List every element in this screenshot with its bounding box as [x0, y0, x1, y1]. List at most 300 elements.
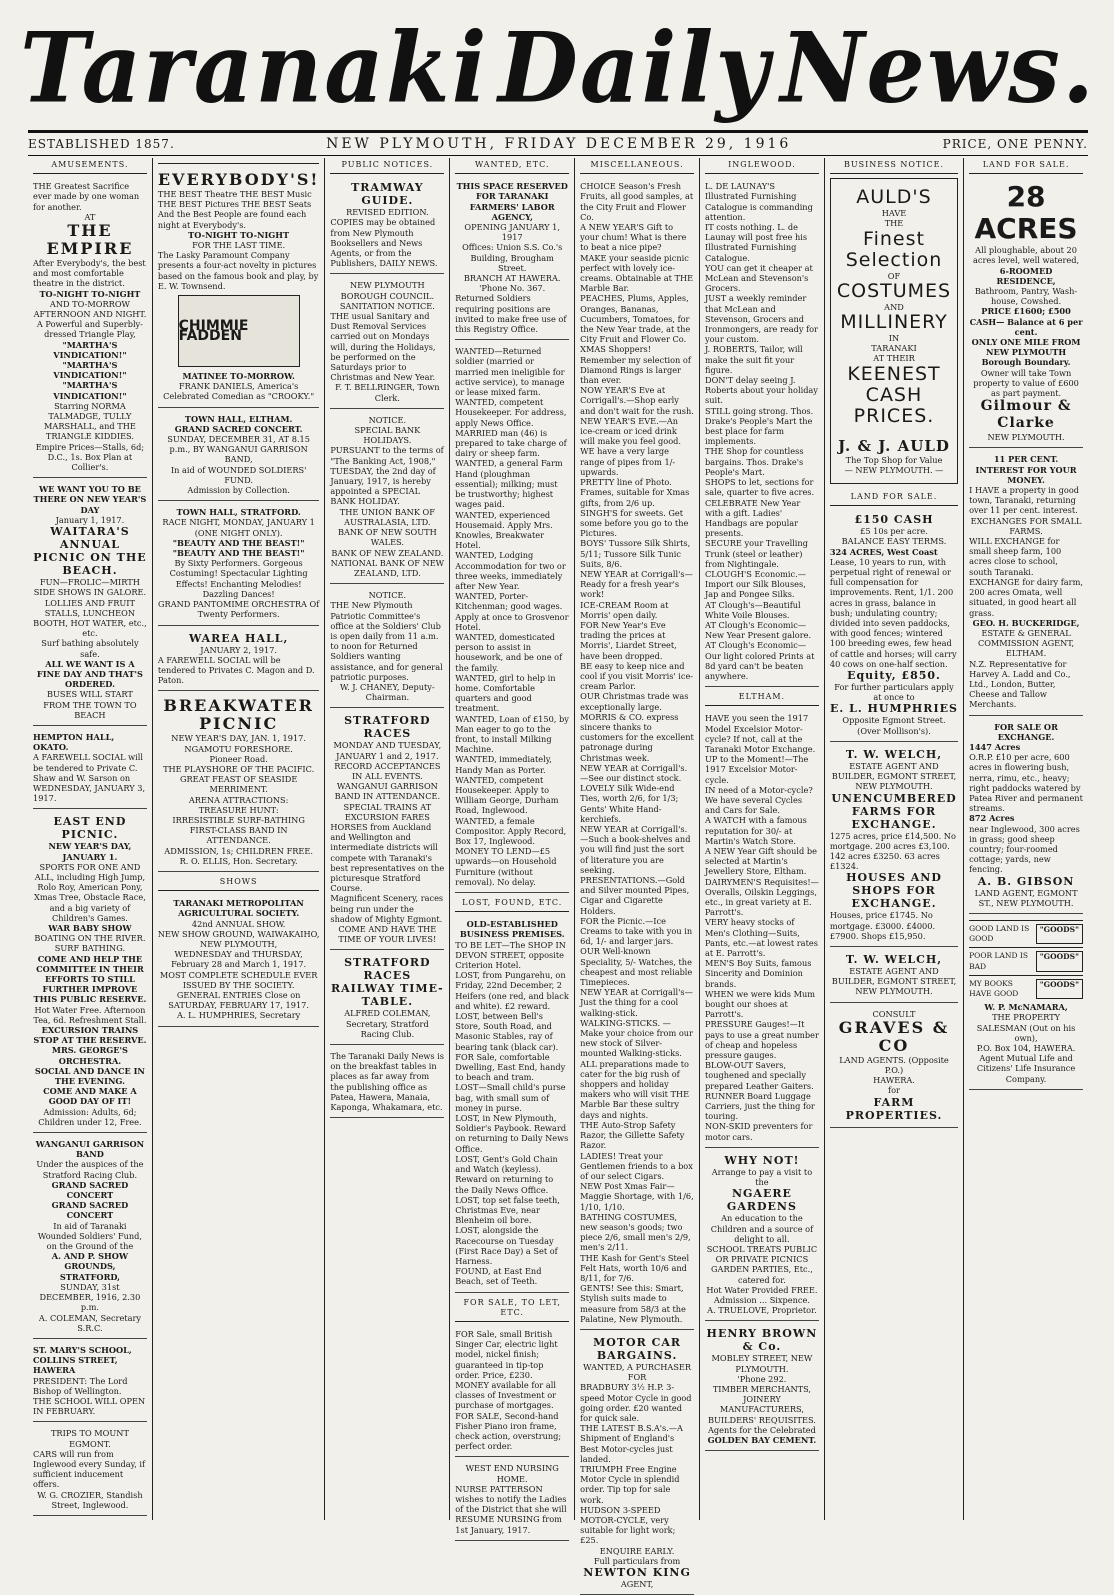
section-heading: LAND FOR SALE.: [830, 490, 958, 506]
headline: Gilmour & Clarke: [980, 398, 1072, 432]
text: near Inglewood, 300 acres in grass; good sheep country; four-roomed cottage; yards, new fencing.: [969, 823, 1080, 875]
section-heading: LOST, FOUND, ETC.: [455, 896, 569, 912]
text: GRAND SACRED CONCERT: [51, 1179, 129, 1201]
text: Lease, 10 years to run, with perpetual right of renewal or full compensation for improvements. Rent, 1/1. 200 acres in grass, balance in bush; undulating country; divided into seven paddocks, with good fences; wintered 100 breeding ewes, few head of cattle and horses; will carry 40 cows on one-half section.: [829, 556, 957, 669]
list-item: BLOW-OUT Savers, toughened and specially prepared Leather Gaiters.: [705, 1060, 814, 1091]
text: COPIES may be obtained from New Plymouth Booksellers and News Agents, or from the Publishers, DAILY NEWS.: [330, 217, 438, 269]
text: UNENCUMBERED FARMS FOR EXCHANGE.: [831, 791, 957, 831]
text: Surf bathing absolutely safe.: [41, 638, 139, 659]
column-land-for-sale: [964, 158, 1088, 1520]
list-item: WANTED, Loan of £150, by Man eager to go to the front, to install Milking Machine.: [455, 713, 569, 755]
headline: FOR SALE OR EXCHANGE.: [994, 721, 1058, 742]
ad-welch-builder: [830, 950, 958, 1003]
column-miscellaneous: [575, 158, 700, 1590]
text: A. B. GIBSON: [977, 874, 1075, 888]
ad-graves: [830, 1006, 958, 1128]
ad-welch-farms: [830, 745, 958, 947]
ad-tramway: [330, 178, 444, 274]
ad-aulds: [830, 178, 958, 484]
text: "GOODS": [1036, 951, 1083, 971]
list-item: CLOUGH'S Economic.—Import our Silk Blouses, Jap and Pongee Silks.: [705, 568, 806, 600]
text: "MARTHA'S VINDICATION!": [53, 360, 127, 381]
list-item: MEN'S Boy Suits, famous Sincerity and Dominion brands.: [705, 958, 812, 989]
headline: GRAVES & CO: [838, 1017, 950, 1055]
text: LAND AGENTS. (Opposite P.O.): [839, 1054, 949, 1075]
text: MRS. GEORGE'S ORCHESTRA.: [51, 1045, 128, 1066]
text: BRANCH AT HAWERA.: [463, 273, 561, 284]
text: NEW PLYMOUTH.: [987, 432, 1065, 443]
list-item: THE Auto-Strop Safety Razor, the Gillette Safety Razor.: [580, 1119, 685, 1151]
text: "MARTHA'S VINDICATION!": [53, 380, 127, 401]
list-item: FOR SALE, Second-hand Fisher Piano iron frame, check action, overstrung; perfect order.: [455, 1410, 562, 1452]
text: ONLY ONE MILE FROM NEW PLYMOUTH Borough Boundary.: [971, 337, 1081, 368]
text: SCHOOL TREATS PUBLIC OR PRIVATE PICNICS GARDEN PARTIES, Etc., catered for.: [706, 1243, 818, 1285]
text: for: [888, 1085, 900, 1096]
text: For further particulars apply at once to: [834, 682, 954, 703]
headline: 11 PER CENT. INTEREST FOR YOUR MONEY.: [975, 454, 1077, 485]
text: W. G. CROZIER, Standish Street, Inglewood.: [37, 1489, 143, 1510]
masthead-word-3: News.: [780, 11, 1096, 125]
text: An education to the Children and a source of delight to all.: [710, 1213, 814, 1244]
list-item: AT Clough's—Beautiful White Voile Blouses.: [705, 599, 801, 620]
list-item: RUNNER Board Luggage Carriers, just the thing for touring.: [705, 1090, 815, 1122]
text: Magnificent Scenery, races being run under the shadow of Mighty Egmont.: [330, 893, 444, 924]
headline: WHY NOT!: [724, 1153, 800, 1167]
list-item: HAVE you seen the 1917 Model Excelsior Motor-cycle? If not, call at the Taranaki Motor Exchange.: [705, 713, 816, 754]
list-item: OUR Well-known Speciality, 5/- Watches, the cheapest and most reliable Timepieces.: [580, 946, 693, 988]
ad-st-marys: [33, 1342, 147, 1422]
text: Pioneer Road.: [209, 753, 268, 764]
list-item: MONEY TO LEND—£5 upwards—on Household Furniture (without removal). No delay.: [455, 846, 557, 887]
text: "GOODS": [1036, 979, 1083, 999]
list-item: WANTED, immediately, Handy Man as Porter.: [455, 754, 552, 775]
text: 872 Acres: [969, 813, 1015, 824]
column-heading: INGLEWOOD.: [705, 158, 819, 174]
list-item: MONEY available for all classes of Investment or purchase of mortgages.: [455, 1379, 557, 1411]
text: The Taranaki Daily News is on the breakfast tables in places as far away from the publishing office as Patea, Hawera, Manaia, Kaponga, Whakamara, etc.: [330, 1051, 444, 1113]
text: Selection: [845, 248, 943, 271]
goods-row: [969, 947, 1083, 974]
text: Full particulars from: [593, 1555, 681, 1566]
list-item: XMAS Shoppers! Remember my selection of Diamond Rings is larger than ever.: [580, 344, 691, 386]
headline: HEMPTON HALL, OKATO.: [33, 731, 115, 753]
text: NEW YEAR'S DAY, JAN. 1, 1917.: [171, 733, 306, 744]
text: After Everybody's, the best and most comfortable theatre in the district.: [33, 258, 146, 289]
list-item: MARRIED man (46) is prepared to take charge of dairy or sheep farm.: [455, 427, 567, 459]
list-item: ALL preparations made to cater for the big rush of shoppers and holiday makers who will visit THE Marble Bar these sultry days and nights.: [580, 1058, 690, 1120]
list-item: HUDSON 3-SPEED MOTOR-CYCLE, very suitable for light work; £25.: [580, 1504, 676, 1546]
headline: TARANAKI METROPOLITAN AGRICULTURAL SOCIETY.: [173, 898, 304, 919]
text: PRICE £1600; £500 CASH— Balance at 6 per cent.: [969, 306, 1083, 337]
column-heading: WANTED, ETC.: [455, 158, 569, 174]
list-item: MAKE your seaside picnic perfect with lovely ice-creams. Obtainable at THE Marble Bar.: [580, 252, 694, 294]
text: 28: [1006, 180, 1046, 214]
text: ALL WE WANT IS A FINE DAY AND THAT'S ORDERED.: [36, 658, 143, 690]
text: CONSULT: [872, 1008, 916, 1019]
text: Arrange to pay a visit to the: [711, 1166, 813, 1188]
text: AULD'S: [856, 186, 932, 209]
ad-east-end-picnic: [33, 812, 147, 1133]
list-item: WE have a very large range of pipes from 1/- upwards.: [580, 446, 676, 477]
ad-wanganui-band: [33, 1136, 147, 1339]
text: ALFRED COLEMAN, Secretary, Stratford Racing Club.: [344, 1008, 431, 1039]
text: WANGANUI GARRISON BAND IN ATTENDANCE.: [334, 781, 441, 802]
text: "BEAUTY AND THE BEAST!": [172, 537, 305, 548]
column-heading: PUBLIC NOTICES.: [330, 158, 444, 174]
list-item: GENTS! See this: Smart, Stylish suits made to measure from 58/3 at the Palatine, New Plymouth.: [580, 1283, 686, 1324]
text: HAWERA.: [873, 1075, 915, 1086]
headline: EAST END PICNIC.: [53, 815, 127, 842]
text: Offices: Union S.S. Co.'s Building, Brougham Street.: [462, 242, 563, 273]
text: A FAREWELL SOCIAL will be tendered to Privates C. Magon and D. Paton.: [157, 654, 315, 686]
ad-hempton: [33, 729, 147, 809]
text: PRICES.: [853, 404, 935, 427]
for-sale-list: [455, 1326, 569, 1457]
text: Hot Water Free. Afternoon Tea, 6d. Refreshment Stall.: [33, 1004, 147, 1025]
list-item: LOST, alongside the Racecourse on Tuesday (First Race Day) a Set of Harness.: [455, 1225, 558, 1266]
text: SPECIAL TRAINS AT EXCURSION FARES: [343, 801, 432, 822]
text: 42nd ANNUAL SHOW.: [191, 918, 286, 929]
text: MILLINERY: [840, 311, 948, 334]
text: A FAREWELL SOCIAL will be tendered to Private C. Shaw and W. Sarson on WEDNESDAY, JANUARY 3, 1917.: [33, 752, 146, 804]
list-item: NEW YEAR at Corrigall's.—See our distinct stock.: [580, 762, 688, 783]
list-item: OUR Christmas trade was exceptionally large.: [580, 691, 689, 712]
ad-everybodys: [158, 168, 320, 408]
text: THE SCHOOL WILL OPEN IN FEBRUARY.: [33, 1395, 146, 1417]
column-heading: MISCELLANEOUS.: [580, 158, 694, 174]
text: BOATING ON THE RIVER. SURF BATHING.: [34, 933, 146, 954]
ad-nursing-home: [455, 1460, 569, 1540]
list-item: J. ROBERTS, Tailor, will make the suit fit your figure.: [705, 344, 803, 375]
text: GENERAL ENTRIES Close on SATURDAY, FEBRUARY 17, 1917.: [168, 989, 309, 1011]
list-item: AT Clough's Economic—New Year Present galore.: [705, 619, 812, 641]
headline: WEST END NURSING HOME.: [465, 1463, 559, 1484]
goods-row: [969, 975, 1083, 1002]
headline: TRAMWAY GUIDE.: [351, 181, 424, 208]
column-amusements-2: [153, 158, 326, 1520]
text: I HAVE a property in good town, Taranaki, returning over 11 per cent. interest.: [969, 485, 1080, 516]
text: Returned Soldiers requiring positions are invited to make free use of this Registry Office.: [455, 293, 567, 335]
text: Admission ... Sixpence.: [713, 1294, 810, 1305]
text: WAR BABY SHOW: [48, 922, 132, 933]
text: THE PROPERTY SALESMAN (Out on his own),: [976, 1012, 1076, 1043]
ad-breakwater-picnic: [158, 694, 320, 872]
list-item: JUST a weekly reminder that McLean and Stevenson, Grocers and Ironmongers, are ready for your custom.: [705, 293, 818, 345]
text: Admission: Adults, 6d; Children under 12, Free.: [38, 1106, 142, 1127]
list-item: BATHING COSTUMES, new season's goods; two piece 2/6, small men's 2/9, men's 2/11.: [580, 1211, 691, 1253]
list-item: TO BE LET—The SHOP IN DEVON STREET, opposite Criterion Hotel.: [455, 939, 566, 971]
list-item: LOST, in New Plymouth, Soldier's Paybook. Reward on returning to Daily News Office.: [455, 1113, 569, 1154]
list-item: SINGH'S for sweets. Get some before you go to the Pictures.: [580, 507, 689, 539]
text: N.Z. Representative for Harvey A. Ladd and Co., Ltd., London, Butter, Cheese and Tallow Merchants.: [969, 658, 1071, 710]
text: 1447 Acres: [969, 741, 1021, 752]
text: BANK OF NEW SOUTH WALES.: [337, 527, 437, 548]
text: NURSE PATTERSON wishes to notify the Ladies of the District that she will RESUME NURSING from 1st January, 1917.: [455, 1483, 567, 1535]
text: AT: [84, 211, 96, 222]
list-item: PRESENTATIONS.—Gold and Silver mounted Pipes, Cigar and Cigarette Holders.: [580, 875, 690, 916]
masthead: [20, 12, 1096, 124]
list-item: FOR Sale, comfortable Dwelling, East End, handy to beach and tram.: [455, 1051, 566, 1083]
headline: MOTOR CAR BARGAINS.: [593, 1335, 682, 1362]
column-wanted: [450, 158, 575, 1535]
list-item: NOW YEAR'S Eve at Corrigall's.—Shop early and don't wait for the rush.: [580, 385, 694, 416]
established-label: ESTABLISHED 1857.: [28, 137, 175, 151]
list-item: NEW Post Xmas Fair—Maggie Shortage, with 1/6, 1/10, 1/10.: [580, 1181, 694, 1212]
text: MOBLEY STREET, NEW PLYMOUTH.: [711, 1353, 813, 1374]
text: WE WANT YOU TO BE THERE ON NEW YEAR'S DAY: [33, 484, 147, 515]
text: And the Best People are found each night at Everybody's.: [157, 209, 307, 230]
text: A. AND P. SHOW GROUNDS, STRATFORD,: [51, 1251, 129, 1282]
list-item: LADIES! Treat your Gentlemen friends to a box of our select Cigars.: [580, 1150, 693, 1181]
list-item: UP to the Moment!—The 1917 Excelsior Motor-cycle.: [705, 754, 809, 785]
text: "GOODS": [1036, 924, 1083, 944]
text: FIRST-CLASS BAND IN ATTENDANCE.: [189, 825, 288, 846]
text: Admission by Collection.: [187, 485, 290, 496]
text: 6-ROOMED RESIDENCE,: [996, 265, 1056, 286]
list-item: WANTED, competent Housekeeper. For address, apply News Office.: [455, 397, 567, 428]
headline: EVERYBODY'S!: [157, 170, 320, 189]
text: KEENEST: [847, 362, 941, 385]
text: ENQUIRE EARLY.: [599, 1545, 675, 1556]
text: ARENA ATTRACTIONS:: [188, 794, 289, 805]
text: "BEAUTY AND THE BEAST!": [172, 548, 305, 559]
text: SPORTS FOR ONE AND ALL, including High Jump, Rolo Roy, American Pony, Xmas Tree, Obstacle Race, and a big variety of Children's Games.: [34, 861, 146, 923]
text: ACRES: [974, 212, 1078, 246]
headline: £150 CASH: [854, 513, 934, 527]
text: SUNDAY, DECEMBER 31, AT 8.15 p.m., BY WANGANUI GARRISON BAND,: [167, 434, 310, 465]
text: NEW YEAR'S DAY, JANUARY 1.: [48, 841, 132, 862]
ad-humphries: [830, 510, 958, 742]
list-item: LOST, Gent's Gold Chain and Watch (keyless). Reward on returning to the Daily News Office.: [455, 1153, 558, 1195]
text: Empire Prices—Stalls, 6d; D.C., 1s. Box Plan at Collier's.: [35, 441, 145, 473]
text: CASH: [865, 383, 923, 406]
text: EXCHANGES FOR SMALL FARMS.: [970, 515, 1082, 536]
text: Equity, £850.: [847, 669, 941, 683]
text: EXCHANGE for dairy farm, 200 acres Omata, well situated, in good heart all grass.: [969, 576, 1083, 618]
chimmie-fadden-illustration: CHIMMIE FADDEN: [178, 295, 300, 367]
text: MOST COMPLETE SCHEDULE EVER ISSUED BY THE SOCIETY.: [159, 969, 318, 990]
list-item: THE Shop for countless bargains. Thos. Drake's People's Mart.: [705, 446, 804, 477]
ad-mcnamara: [969, 917, 1083, 1090]
list-item: SECURE your Travelling Trunk (steel or leather) from Nightingale.: [705, 538, 808, 569]
text: P.O. Box 104, HAWERA.: [976, 1043, 1076, 1054]
text: COME AND HELP THE COMMITTEE IN THEIR EFFORTS TO STILL FURTHER IMPROVE THIS PUBLIC RESERVE.: [33, 953, 147, 1005]
column-amusements: [28, 158, 153, 1520]
text: BUILDERS' REQUISITES.: [707, 1414, 816, 1425]
text: FRANK DANIELS, America's Celebrated Comedian as "CROOKY.": [163, 381, 315, 402]
list-item: WANTED, competent Housekeeper. Apply to William George, Durham Road, Inglewood.: [455, 774, 559, 816]
text: WEDNESDAY and THURSDAY, February 28 and March 1, 1917.: [171, 949, 307, 970]
column-public-notices: [325, 158, 450, 1520]
text: NEW SHOW GROUND, WAIWAKAIHO, NEW PLYMOUTH,: [157, 928, 320, 949]
text: SUNDAY, 31st DECEMBER, 1916, 2.30 p.m.: [39, 1281, 141, 1313]
list-item: PEACHES, Plums, Apples, Oranges, Bananas, Cucumbers, Tomatoes, for the New Year trade, at the City Fruit and Flower Co.: [580, 293, 691, 345]
text: NEWTON KING: [583, 1566, 691, 1580]
list-item: WANTED, girl to help in home. Comfortable quarters and good treatment.: [455, 672, 556, 714]
goods-row: [969, 920, 1083, 947]
section-heading: FOR SALE, TO LET, ETC.: [455, 1296, 569, 1322]
ad-ngaere-gardens: [705, 1151, 819, 1321]
text: 'Phone No. 367.: [479, 283, 546, 294]
text: Agents for the Celebrated: [708, 1424, 816, 1435]
text: NGAERE GARDENS: [726, 1187, 797, 1214]
column-inglewood: [700, 158, 825, 1520]
list-item: PRETTY line of Photo. Frames, suitable for Xmas gifts, from 2/6 up.: [580, 477, 690, 508]
text: Houses, price £1745. No mortgage. £3000. £4000. £7900. Shops £15,950.: [829, 910, 936, 941]
text: POOR LAND IS BAD: [969, 951, 1028, 971]
list-item: WANTED, Porter-Kitchenman; good wages. Apply at once to Grosvenor Hotel.: [455, 591, 569, 632]
text: F. T. BELLRINGER, Town Clerk.: [335, 382, 440, 403]
text: A Powerful and Superbly-dressed Triangle Play,: [36, 319, 143, 340]
headline: WANGANUI GARRISON BAND: [35, 1139, 145, 1160]
column-heading: [158, 158, 320, 164]
ad-gibson: [969, 719, 1083, 914]
text: COME AND HAVE THE TIME OF YOUR LIVES!: [338, 924, 437, 945]
text: W. P. McNAMARA,: [984, 1002, 1068, 1013]
list-item: VERY heavy stocks of Men's Clothing—Suits, Pants, etc.—at lowest rates at E. Parrott's.: [705, 917, 818, 959]
text: ELTHAM.: [1005, 648, 1047, 659]
headline: NOTICE.: [368, 414, 407, 425]
text: IRRESISTIBLE SURF-BATHING: [172, 814, 305, 825]
ad-stratford-races: [330, 711, 444, 950]
list-item: NEW YEAR at Corrigall's—Just the thing for a cool walking-stick.: [580, 987, 693, 1018]
text: AND TO-MORROW AFTERNOON AND NIGHT.: [33, 298, 147, 320]
page-columns: [28, 158, 1088, 1590]
headline: STRATFORD RACES: [344, 714, 431, 741]
ad-interest: [969, 451, 1083, 715]
list-item: WANTED, experienced Housemaid. Apply Mrs. Knowles, Breakwater Hotel.: [455, 509, 553, 551]
text: A. COLEMAN, Secretary S.R.C.: [38, 1312, 142, 1333]
list-item: NEW YEAR at Corrigall's—Ready for a fresh year's work!: [580, 568, 693, 600]
list-item: WANTED, domesticated person to assist in housework, and be one of the family.: [455, 631, 563, 673]
text: HAVE: [881, 208, 907, 219]
text: AT THEIR: [873, 353, 915, 364]
text: All ploughable, about 20 acres level, well watered,: [972, 245, 1080, 266]
ad-patriotic: [330, 587, 444, 708]
text: E. L. HUMPHRIES: [830, 702, 958, 716]
text: Opposite Egmont Street. (Over Mollison's).: [842, 715, 946, 736]
text: OPENING JANUARY 1, 1917: [464, 222, 560, 243]
section-heading: SHOWS: [158, 875, 320, 891]
ad-sanitation: [330, 277, 444, 408]
list-item: PRESSURE Gauges!—It pays to use a great number of cheap and hopeless pressure gauges.: [705, 1019, 819, 1061]
text: JOINERY MANUFACTURERS,: [719, 1394, 804, 1415]
ad-race-timetable: [330, 953, 444, 1045]
headline: HENRY BROWN & Co.: [706, 1327, 818, 1354]
text: RACE NIGHT, MONDAY, JANUARY 1 (ONE NIGHT ONLY).: [162, 517, 315, 538]
text: THE PLAYSHORE OF THE PACIFIC. GREAT FEAST OF SEASIDE MERRIMENT.: [163, 763, 315, 795]
text: 'Phone 292.: [737, 1373, 787, 1384]
list-item: LOST—Small child's purse bag, with small sum of money in purse.: [455, 1082, 566, 1113]
text: TIMBER MERCHANTS,: [712, 1383, 812, 1394]
headline: TRIPS TO MOUNT EGMONT.: [50, 1428, 129, 1449]
ad-agricultural-show: [158, 895, 320, 1026]
headline: THIS SPACE RESERVED FOR TARANAKI FARMERS' LABOR AGENCY,: [456, 181, 568, 222]
text: AGENT,: [620, 1579, 654, 1590]
text: HORSES from Auckland and Wellington and intermediate districts will compete with Taranaki's best representatives on the picturesque Stratford Course.: [330, 821, 445, 894]
ad-trips: [33, 1425, 147, 1516]
text: THE UNION BANK OF AUSTRALASIA, LTD.: [339, 506, 435, 527]
text: FOR THE LAST TIME.: [192, 240, 286, 251]
info-bar: [28, 130, 1088, 156]
lost-found-list: [455, 916, 569, 1292]
headline: ST. MARY'S SCHOOL, COLLINS STREET, HAWERA: [33, 1344, 132, 1376]
headline: TOWN HALL, ELTHAM.: [184, 413, 293, 424]
headline: STRATFORD RACES RAILWAY TIME-TABLE.: [330, 956, 444, 1009]
list-item: L. DE LAUNAY'S Illustrated Furnishing Catalogue is commanding attention.: [705, 181, 813, 222]
text: Under the auspices of the Stratford Racing Club.: [36, 1159, 144, 1180]
list-item: AT Clough's Economic—Our light colored Prints at 8d yard can't be beaten anywhere.: [705, 640, 815, 681]
headline: TOWN HALL, STRATFORD.: [176, 507, 301, 518]
list-item: DON'T delay seeing J. Roberts about your holiday suit.: [705, 375, 818, 406]
list-item: IN need of a Motor-cycle? We have several Cycles and Cars for Sale.: [705, 784, 813, 816]
text: TARANAKI: [871, 343, 917, 354]
misc-list: [580, 178, 694, 1330]
list-item: WANTED, a general Farm Hand (ploughman essential); milking; must be trustworthy; highest wages paid.: [455, 458, 563, 510]
text: EXCURSION TRAINS STOP AT THE RESERVE.: [33, 1025, 147, 1046]
text: REVISED EDITION.: [346, 207, 429, 218]
list-item: FOR New Year's Eve trading the prices at Morris', Liardet Street, have been dropped.: [580, 619, 677, 661]
text: COME AND MAKE A GOOD DAY OF IT!: [43, 1086, 137, 1107]
ad-gilmour-clarke: [969, 178, 1083, 448]
list-item: WANTED—Returned soldier (married or married men ineligible for active service), to manage or lease mixed farm.: [455, 346, 565, 398]
list-item: TRIUMPH Free Engine Motor Cycle in splendid order. Tip top for sale work.: [580, 1463, 680, 1505]
text: The Lasky Paramount Company presents a four-act novelty in pictures based on the famous book and play, by E. W. Townsend.: [157, 250, 319, 291]
text: TO-NIGHT TO-NIGHT: [39, 288, 141, 299]
text: THE New Plymouth Patriotic Committee's office at the Soldiers' Club is open daily from 11 a.m. to noon for Returned Soldiers wanting assistance, and for general patriotic purposes.: [330, 600, 443, 682]
text: BANK OF NEW ZEALAND.: [331, 547, 444, 558]
masthead-word-2: Daily: [498, 11, 771, 125]
classified-list: [455, 343, 569, 893]
text: MONDAY AND TUESDAY, JANUARY 1 and 2, 1917.: [333, 740, 442, 761]
list-item: WANTED, Lodging Accommodation for two or three weeks, immediately after New Year.: [455, 550, 566, 591]
text: FARM PROPERTIES.: [845, 1095, 943, 1122]
text: SPECIAL BANK HOLIDAYS.: [354, 425, 421, 446]
list-item: A WATCH with a famous reputation for 30/- at Martin's Watch Store.: [705, 815, 807, 846]
list-item: BRADBURY 3½ H.P. 3-speed Motor Cycle in good going order. £20 wanted for quick sale.: [580, 1382, 692, 1423]
text: TREASURE HUNT:: [198, 804, 279, 815]
text: RECORD ACCEPTANCES IN ALL EVENTS.: [334, 760, 441, 781]
text: AND: [884, 301, 904, 312]
list-item: FOR Sale, small British Singer Car, electric light model, nickel finish; guaranteed in tip-top order. Price, £230.: [455, 1328, 558, 1380]
inglewood-list: [705, 178, 819, 687]
text: GEO. H. BUCKERIDGE,: [972, 617, 1080, 628]
text: GRAND PANTOMIME ORCHESTRA Of Twenty Performers.: [157, 599, 320, 620]
text: R. O. ELLIS, Hon. Secretary.: [179, 855, 298, 866]
ad-labor-agency: [455, 178, 569, 340]
list-item: IT costs nothing. L. de Launay will post free his Illustrated Furnishing Catalogue.: [705, 222, 808, 263]
text: BUSES WILL START FROM THE TOWN TO BEACH: [43, 689, 137, 720]
text: — NEW PLYMOUTH. —: [844, 464, 944, 475]
text: £5 10s per acre.: [860, 526, 928, 537]
text: GRAND SACRED CONCERT.: [174, 423, 303, 434]
list-item: A NEW Year Gift should be selected at Martin's Jewellery Store, Eltham.: [705, 846, 817, 877]
text: WANTED, A PURCHASER FOR: [583, 1361, 692, 1383]
text: ADMISSION, 1s; CHILDREN FREE.: [164, 845, 313, 856]
section-heading: ELTHAM.: [705, 690, 819, 706]
text: THE: [884, 218, 904, 229]
text: January 1, 1917.: [55, 514, 125, 525]
headline: WAITARA'S ANNUAL PICNIC ON THE BEACH.: [33, 525, 147, 578]
list-item: LOST, between Bell's Store, South Road, and Masonic Stables, ray of bearing tank (black car).: [455, 1011, 559, 1052]
ad-empire: [33, 178, 147, 478]
eltham-list: [705, 710, 819, 1148]
list-item: DAIRYMEN'S Requisites!—Overalls, Oilskin Leggings, etc., in great variety at E. Parrott's.: [705, 876, 819, 918]
headline: BREAKWATER PICNIC: [163, 696, 314, 734]
text: PRESIDENT: The Lord Bishop of Wellington.: [33, 1375, 128, 1396]
text: J. & J. AULD: [838, 436, 950, 455]
text: ESTATE AGENT AND BUILDER, EGMONT STREET, NEW PLYMOUTH.: [831, 760, 957, 792]
